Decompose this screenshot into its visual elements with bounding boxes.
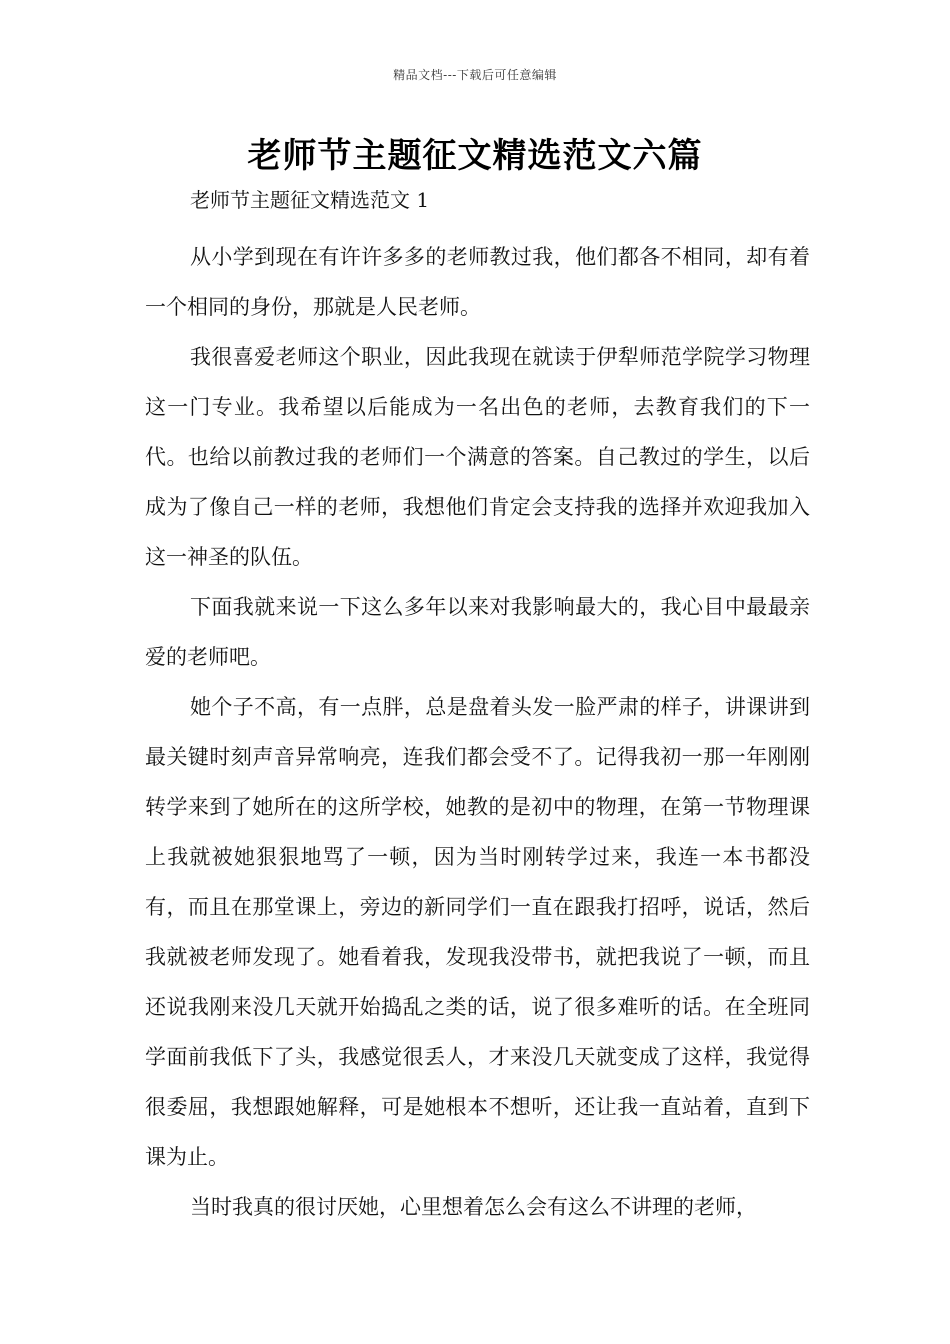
paragraph-2: 我很喜爱老师这个职业，因此我现在就读于伊犁师范学院学习物理这一门专业。我希望以后能成为一名出色的老师，去教育我们的下一代。也给以前教过我的老师们一个满意的答案。自己教过的学生，以后成为了像自己一样的老师，我想他们肯定会支持我的选择并欢迎我加入这一神圣的队伍。 — [145, 345, 810, 569]
paragraph-3: 下面我就来说一下这么多年以来对我影响最大的，我心目中最最亲爱的老师吧。 — [145, 595, 810, 669]
paragraph-5: 当时我真的很讨厌她，心里想着怎么会有这么不讲理的老师， — [190, 1195, 757, 1219]
document-subtitle: 老师节主题征文精选范文 1 — [190, 188, 430, 212]
paragraph-1: 从小学到现在有许许多多的老师教过我，他们都各不相同，却有着一个相同的身份，那就是人民老师。 — [145, 245, 810, 319]
paragraph-4: 她个子不高，有一点胖，总是盘着头发一脸严肃的样子，讲课讲到最关键时刻声音异常响亮，连我们都会受不了。记得我初一那一年刚刚转学来到了她所在的这所学校，她教的是初中的物理，在第一节物理课上我就被她狠狠地骂了一顿，因为当时刚转学过来，我连一本书都没有，而且在那堂课上，旁边的新同学们一直在跟我打招呼，说话，然后我就被老师发现了。她看着我，发现我没带书，就把我说了一顿，而且还说我刚来没几天就开始捣乱之类的话，说了很多难听的话。在全班同学面前我低下了头，我感觉很丢人，才来没几天就变成了这样，我觉得很委屈，我想跟她解释，可是她根本不想听，还让我一直站着，直到下课为止。 — [145, 695, 810, 1169]
document-body — [145, 232, 810, 1232]
header-note: 精品文档---下载后可任意编辑 — [393, 68, 557, 82]
document-title: 老师节主题征文精选范文六篇 — [247, 136, 703, 176]
